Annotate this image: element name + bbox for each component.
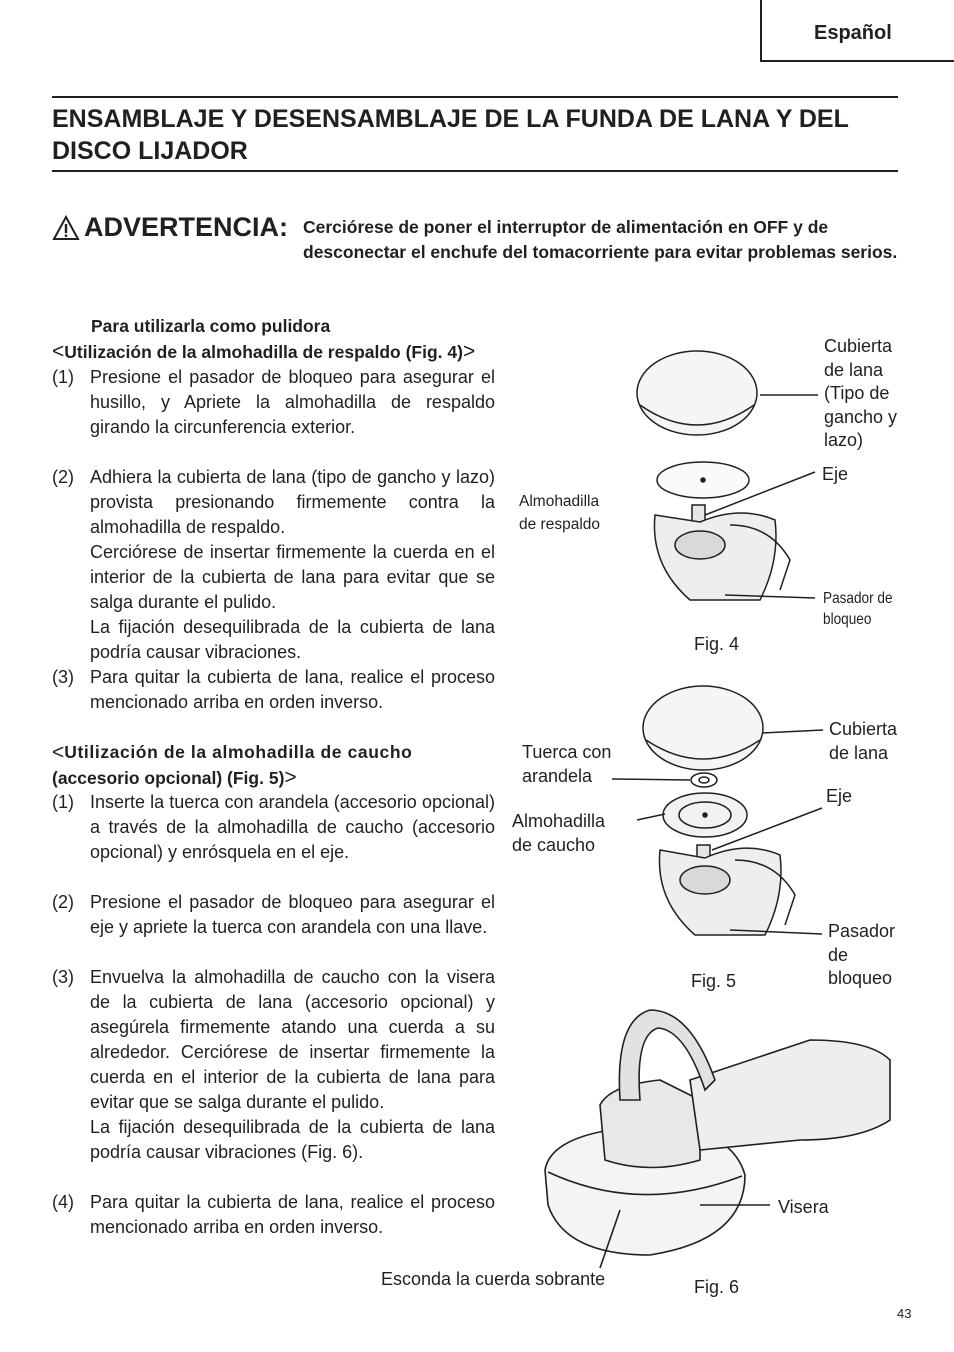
warning-text: Cerciórese de poner el interruptor de alimentación en OFF y de desconectar el enchufe del tomacorriente para evitar problemas serios. — [303, 217, 898, 262]
warning-title: ADVERTENCIA: — [84, 212, 289, 242]
label-line: Pasador — [828, 921, 896, 941]
fig5-label-tuerca — [522, 741, 611, 788]
fig4-caption: Fig. 4 — [694, 634, 740, 654]
list-item — [52, 365, 495, 440]
section1-heading-text: Utilización de la almohadilla de respaldo (Fig. 4) — [64, 342, 463, 362]
label-line: bloqueo — [823, 611, 872, 628]
item-text: Presione el pasador de bloqueo para asegurar el eje y apriete la tuerca con arandela con una llave. — [90, 892, 495, 937]
list-item — [52, 890, 495, 940]
fig4-label-almohadilla — [519, 490, 600, 536]
label-line: Almohadilla — [519, 493, 600, 510]
item-text: Para quitar la cubierta de lana, realice el proceso mencionado arriba en orden inverso. — [90, 1192, 495, 1237]
item-text: Adhiera la cubierta de lana (tipo de gancho y lazo) provista presionando firmemente contra la almohadilla de respaldo. — [90, 467, 495, 537]
fig5-label-eje: Eje — [826, 786, 853, 806]
label-line: Almohadilla — [512, 811, 606, 831]
language-label: Español — [814, 22, 892, 44]
fig4-label-eje: Eje — [822, 464, 849, 484]
fig6-illustration — [520, 1000, 940, 1280]
fig5-caption: Fig. 5 — [691, 971, 737, 991]
label-line: Pasador de — [823, 590, 893, 607]
item-text: Presione el pasador de bloqueo para asegurar el husillo, y Apriete la almohadilla de respaldo girando la circunferencia exterior. — [90, 367, 495, 437]
item-text: La fijación desequilibrada de la cubierta de lana podría causar vibraciones (Fig. 6). — [90, 1117, 495, 1162]
label-line: gancho y — [824, 406, 898, 427]
label-line: Cubierta — [829, 719, 898, 739]
fig5-label-cubierta — [829, 718, 897, 765]
item-number: (1) — [52, 367, 74, 387]
label-line: de lana — [824, 359, 884, 380]
label-line: de respaldo — [519, 516, 601, 533]
title-rule-top — [52, 96, 898, 98]
title-rule-bottom — [52, 170, 898, 172]
list-item — [52, 1190, 495, 1240]
label-line: Cubierta — [824, 336, 893, 356]
section1-heading: <Utilización de la almohadilla de respaldo (Fig. 4)> — [52, 340, 476, 363]
warning-triangle-icon — [52, 215, 80, 241]
item-text: La fijación desequilibrada de la cubierta de lana podría causar vibraciones. — [90, 617, 495, 662]
item-text: Inserte la tuerca con arandela (accesorio opcional) a través de la almohadilla de caucho (accesorio opcional) y enrósquela en el eje. — [90, 792, 495, 862]
list-item — [52, 965, 495, 1165]
item-number: (4) — [52, 1192, 74, 1212]
language-tab — [760, 0, 954, 62]
fig4-label-cubierta — [824, 335, 897, 453]
item-number: (3) — [52, 667, 74, 687]
label-line: (Tipo de — [824, 383, 890, 403]
list-item — [52, 790, 495, 865]
label-line: Tuerca con — [522, 742, 612, 762]
label-line: de — [828, 944, 849, 965]
label-line: de caucho — [512, 834, 596, 855]
fig5-label-almohadilla — [512, 810, 605, 857]
label-line: lazo) — [824, 430, 864, 450]
page-title: ENSAMBLAJE Y DESENSAMBLAJE DE LA FUNDA DE LANA Y DEL DISCO LIJADOR — [52, 105, 849, 165]
fig4-label-pasador — [823, 588, 893, 630]
fig6-caption: Fig. 6 — [694, 1277, 740, 1297]
label-line: arandela — [522, 765, 593, 786]
list-item — [52, 665, 495, 715]
item-number: (2) — [52, 892, 74, 912]
section2-heading-line2: (accesorio opcional) (Fig. 5) — [52, 768, 285, 788]
item-number: (1) — [52, 792, 74, 812]
section2-heading-line1: Utilización de la almohadilla de caucho — [64, 742, 413, 762]
item-text: Para quitar la cubierta de lana, realice el proceso mencionado arriba en orden inverso. — [90, 667, 495, 712]
item-number: (3) — [52, 967, 74, 987]
page-number: 43 — [897, 1306, 912, 1321]
label-line: de lana — [829, 742, 889, 763]
section-intro: Para utilizarla como pulidora — [91, 316, 331, 336]
fig6-label-visera: Visera — [778, 1197, 829, 1217]
item-text: Envuelva la almohadilla de caucho con la visera de la cubierta de lana (accesorio opcional) y asegúrela firmemente atando una cuerda a su alrededor. Cerciórese de insertar firmemente la cuerda en el interior de la cubierta de lana para evitar que se salga durante el pulido. — [90, 967, 495, 1112]
item-text: Cerciórese de insertar firmemente la cuerda en el interior de la cubierta de lana para evitar que se salga durante el pulido. — [90, 542, 495, 612]
label-line: bloqueo — [828, 968, 893, 988]
list-item — [52, 465, 495, 665]
fig5-label-pasador — [828, 920, 895, 991]
item-number: (2) — [52, 467, 74, 487]
fig6-label-cuerda: Esconda la cuerda sobrante — [381, 1269, 606, 1289]
warning-label — [52, 212, 288, 243]
section2-heading: < Utilización de la almohadilla de caucho (accesorio opcional) (Fig. 5)> — [52, 740, 495, 791]
